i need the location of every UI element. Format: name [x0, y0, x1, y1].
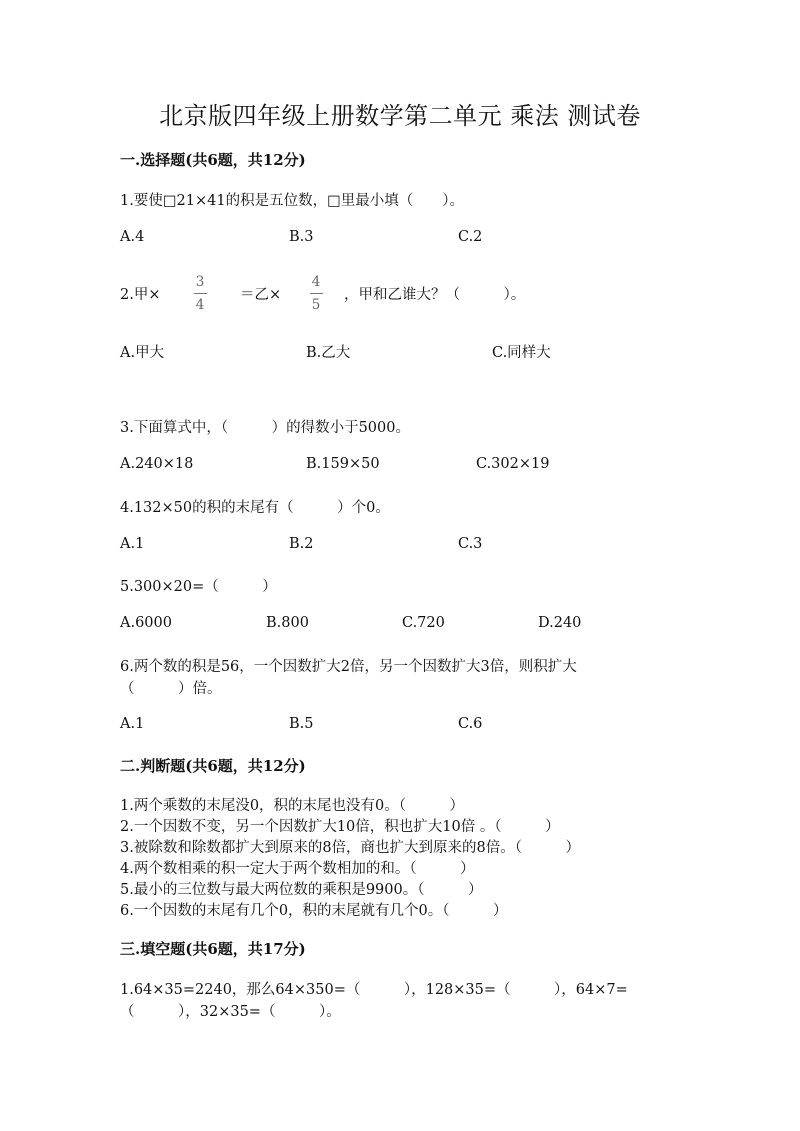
question-6-line-2: （ ）倍。: [120, 681, 222, 697]
fraction-four-fifths: [306, 275, 326, 312]
option-c: C.720: [402, 615, 445, 631]
option-c: C.6: [458, 716, 483, 732]
option-c: C.2: [458, 229, 483, 245]
question-4: 4.132×50的积的末尾有（ ）个0。: [120, 500, 390, 516]
judgement-item: 4.两个数相乘的积一定大于两个数相加的和。（ ）: [120, 861, 475, 877]
option-b: B.159×50: [306, 456, 380, 472]
option-c: C.3: [458, 536, 483, 552]
option-b: B.乙大: [306, 345, 351, 361]
option-a: A.1: [120, 536, 145, 552]
fraction-denominator: 5: [311, 297, 321, 313]
question-2-suffix: ，甲和乙谁大？（ ）。: [344, 287, 526, 303]
question-2-prefix: 2.甲×: [120, 287, 161, 303]
question-1: 1.要使□21×41的积是五位数，□里最小填（ ）。: [120, 193, 465, 209]
page-title: 北京版四年级上册数学第二单元 乘法 测试卷: [159, 102, 641, 130]
judgement-item: 5.最小的三位数与最大两位数的乘积是9900。（ ）: [120, 882, 483, 898]
question-5: 5.300×20=（ ）: [120, 579, 277, 595]
option-b: B.5: [289, 716, 314, 732]
judgement-item: 6.一个因数的末尾有几个0，积的末尾就有几个0。（ ）: [120, 903, 508, 919]
option-a: A.240×18: [120, 456, 194, 472]
option-a: A.6000: [120, 615, 172, 631]
question-2-middle: ＝乙×: [240, 287, 282, 303]
fill-question-1-line-2: （ ），32×35=（ ）。: [120, 1004, 341, 1020]
fraction-three-quarters: [190, 275, 210, 312]
section-heading-true-false: 二.判断题(共6题，共12分): [120, 757, 306, 775]
judgement-item: 3.被除数和除数都扩大到原来的8倍，商也扩大到原来的8倍。（ ）: [120, 840, 581, 856]
option-b: B.3: [289, 229, 314, 245]
option-a: A.1: [120, 716, 145, 732]
option-c: C.302×19: [476, 456, 550, 472]
question-6-line-1: 6.两个数的积是56，一个因数扩大2倍，另一个因数扩大3倍，则积扩大: [120, 659, 577, 675]
fraction-bar: [194, 293, 207, 294]
fraction-numerator: 4: [311, 274, 321, 290]
judgement-item: 1.两个乘数的末尾没0，积的末尾也没有0。（ ）: [120, 798, 465, 814]
fill-question-1-line-1: 1.64×35=2240，那么64×350=（ ），128×35=（ ），64×7=: [120, 982, 628, 998]
option-b: B.2: [289, 536, 314, 552]
option-a: A.4: [120, 229, 145, 245]
option-c: C.同样大: [492, 345, 551, 361]
option-a: A.甲大: [120, 345, 165, 361]
fraction-bar: [310, 293, 323, 294]
section-heading-choice: 一.选择题(共6题，共12分): [120, 151, 306, 169]
option-d: D.240: [538, 615, 582, 631]
option-b: B.800: [266, 615, 309, 631]
fraction-denominator: 4: [195, 297, 205, 313]
question-3: 3.下面算式中，（ ）的得数小于5000。: [120, 420, 410, 436]
judgement-item: 2.一个因数不变，另一个因数扩大10倍，积也扩大10倍 。（ ）: [120, 819, 560, 835]
section-heading-fill-blank: 三.填空题(共6题，共17分): [120, 940, 306, 958]
fraction-numerator: 3: [195, 274, 205, 290]
